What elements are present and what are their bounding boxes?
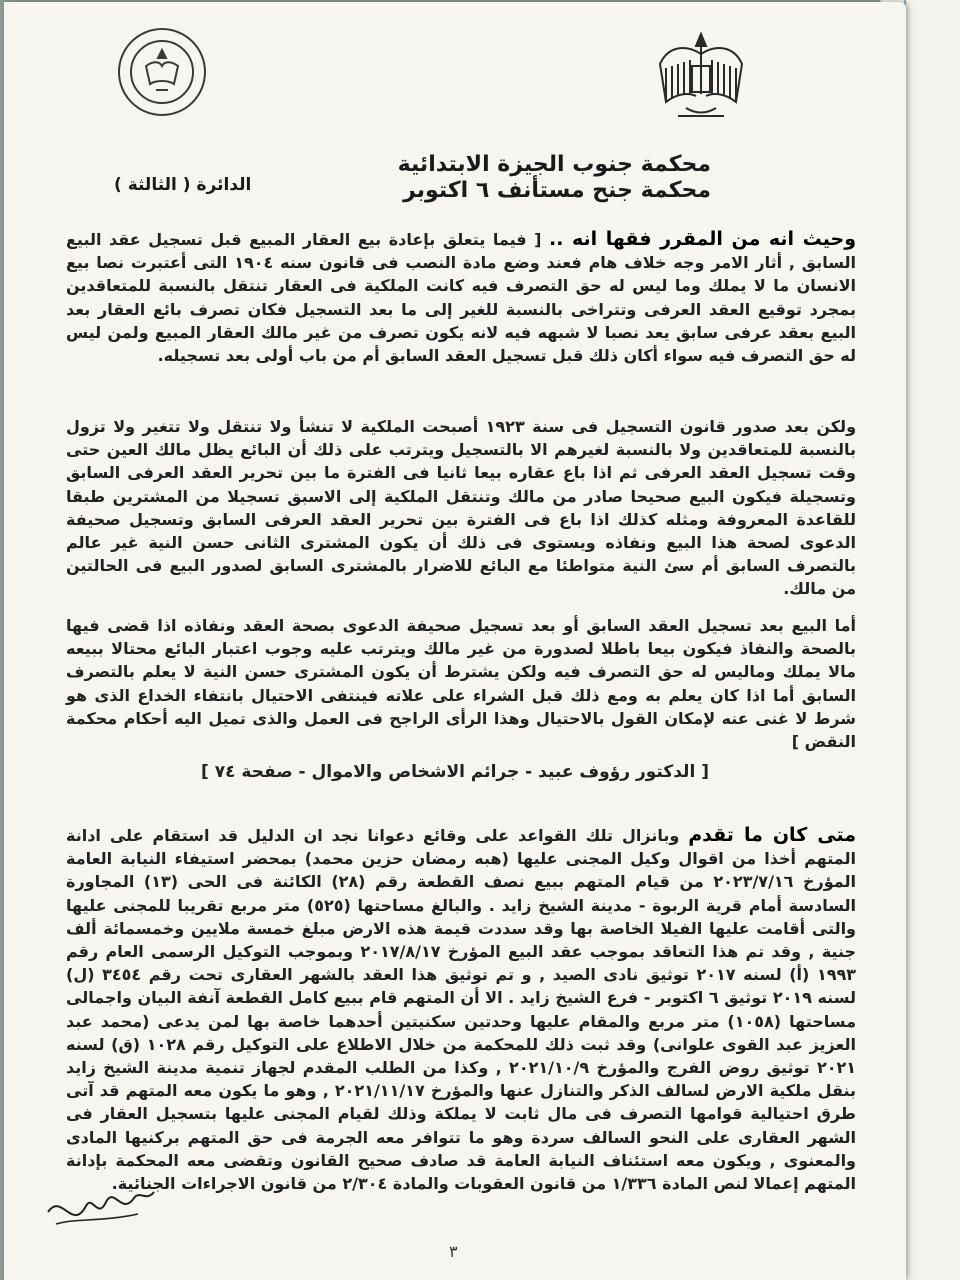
paragraph-text: ولكن بعد صدور قانون التسجيل فى سنة ١٩٢٣ أصبحت الملكية لا تنشأ ولا تنتقل ولا تتغير ولا تزول بالنسبة للمتعاقدين ولا بالنسبة لغيرهم الا بالتسجيل ويترتب على ذلك أن البائع يظل مالك العين حتى وقت تسجيل العقد العرفى ثم اذا باع عقاره بيعا ثانيا فى الفترة ما بين تحرير العقد العرفى السابق وتسجيلة فيكون البيع صحيحا صادر من مالك وتنتقل الملكية إلى الاسبق تسجيلا من المشترين طبقا للقاعدة المعروفة ومثله كذلك اذا باع فى الفترة بين تحرير العقد العرفى السابق وتسجيل صحيفة الدعوى لصحة هذا البيع ونفاذه ويستوى فى ذلك أن يكون المشترى الثانى حسن النية غير عالم بالتصرف السابق أم سئ النية متواطئا مع البائع للاضرار بالمشترى السابق لصدور البيع فى الحالتين من مالك. [66, 417, 857, 599]
court-stamp-icon [116, 26, 208, 118]
page-number: ٣ [449, 1242, 458, 1261]
document-page [4, 2, 906, 1280]
court-division: محكمة جنح مستأنف ٦ اكتوبر [403, 178, 711, 203]
paragraph-lead: متى كان ما تقدم [688, 824, 856, 846]
paragraph-text: أما البيع بعد تسجيل العقد السابق أو بعد تسجيل صحيفة الدعوى بصحة العقد ونفاذه اذا قضى فيها بالصحة والنفاذ فيكون بيعا باطلا لصدورة من غير مالك ويترتب عليه وجوب اعتبار البائع محتالا ببيعه مالا يملك وماليس له حق التصرف فيه ولكن يشترط أن يكون المشترى حسن النية لا يعلم بالتصرف السابق أما اذا كان يعلم به ومع ذلك قبل الشراء على علاته فينتفى الاحتيال بانتفاء الخداع الذى هو شرط لا غنى عنه لإمكان القول بالاحتيال وهذا الرأى الراجح فى العمل والذى تميل اليه أحكام محكمة النقض ] [66, 616, 856, 752]
paragraph-text: [ فيما يتعلق بإعادة بيع العقار المبيع قبل تسجيل عقد البيع السابق , أثار الامر وجه خلاف هام فعند وضع مادة النصب فى قانون سنه ١٩٠٤ التى أعتبرت نصا بيع الانسان ما لا يملك وما ليس له حق التصرف فيه كانت الملكية فى العقار تنتقل بالنسبة للمتعاقدين بمجرد توقيع العقد العرفى وتتراخى بالنسبة للغير إلى ما بعد التسجيل فكان تصرف بائع العقار بعد البيع بعقد عرفى سابق يعد نصبا لا شبهه فيه لانه يكون تصرف من غير مالك العقار المبيع ولمن ليس له حق التصرف فيه سواء أكان ذلك قبل تسجيل العقد السابق أم من باب أولى بعد تسجيله. [66, 230, 857, 366]
paragraph-lead: وحيث انه من المقرر فقها انه .. [548, 228, 857, 250]
paragraph-registration-law [66, 415, 856, 601]
circuit-label: الدائرة ( الثالثة ) [114, 175, 252, 195]
court-name: محكمة جنوب الجيزة الابتدائية [397, 152, 711, 177]
citation: [ الدكتور رؤوف عبيد - جرائم الاشخاص والاموال - صفحة ٧٤ ] [201, 762, 709, 782]
egypt-eagle-emblem-icon [656, 24, 746, 134]
paragraph-ruling [66, 824, 856, 1195]
signature-icon [42, 1172, 162, 1242]
paragraph-text: وبانزال تلك القواعد على وقائع دعوانا نجد ان الدليل قد استقام على ادانة المتهم أخذا من اقوال وكيل المجنى عليها (هبه رمضان حزين محمد) بمحضر استيفاء النيابة العامة المؤرخ ٢٠٢٣/٧/١٦ من قيام المتهم ببيع نصف القطعة رقم (٢٨) الكائنة فى الحى (١٣) المجاورة السادسة أمام قرية الربوة - مدينة الشيخ زايد . والبالغ مساحتها (٥٢٥) متر مربع تقريبا للمجنى عليها والتى أقامت عليها الفيلا الخاصة بها وقد سددت قيمة هذه الارض مبلغ خمسة ملايين وخمسمائة ألف جنية , وقد تم هذا التعاقد بموجب عقد البيع المؤرخ ٢٠١٧/٨/١٧ وبموجب التوكيل الرسمى العام رقم ١٩٩٣ (أ) لسنه ٢٠١٧ توثيق نادى الصيد , و تم توثيق هذا العقد بالشهر العقارى تحت رقم ٣٤٥٤ (ل) لسنه ٢٠١٩ توثيق ٦ اكتوبر - فرع الشيخ زايد . الا أن المتهم قام ببيع كامل القطعة آنفة البيان واجمالى مساحتها (١٠٥٨) متر مربع والمقام عليها وحدتين سكنيتين أحدهما خاصة بها لمن يدعى (محمد عبد العزيز عبد القوى علوانى) وقد ثبت ذلك للمحكمة من خلال الاطلاع على التوكيل رقم ١٠٢٨ (ق) لسنه ٢٠٢١ توثيق روض الفرج والمؤرخ ٢٠٢١/١٠/٩ , وكذا من الطلب المقدم لجهاز تنمية مدينة الشيخ زايد بنقل ملكية الارض لسالف الذكر والتنازل عنها والمؤرخ ٢٠٢١/١١/١٧ , وهو ما يكون معه المتهم قد آتى طرق احتيالية قوامها التصرف فى مال ثابت لا يملكة وذلك لقيام المجنى عليها بتسجيل العقار فى الشهر العقارى على النحو السالف سردة وهو ما تتوافر معه الجرمة فى حق المتهم بركنيها المادى والمعنوى , ويكون معه استئناف النيابة العامة قد صادف صحيح القانون وتقضى معه المحكمة بإدانة المتهم إعمالا لنص المادة ١/٣٣٦ من قانون العقوبات والمادة ٢/٣٠٤ من قانون الاجراءات الجنائية. [66, 826, 857, 1194]
paragraph-sale-after-registration [66, 614, 856, 753]
paragraph-jurisprudence [66, 228, 856, 367]
